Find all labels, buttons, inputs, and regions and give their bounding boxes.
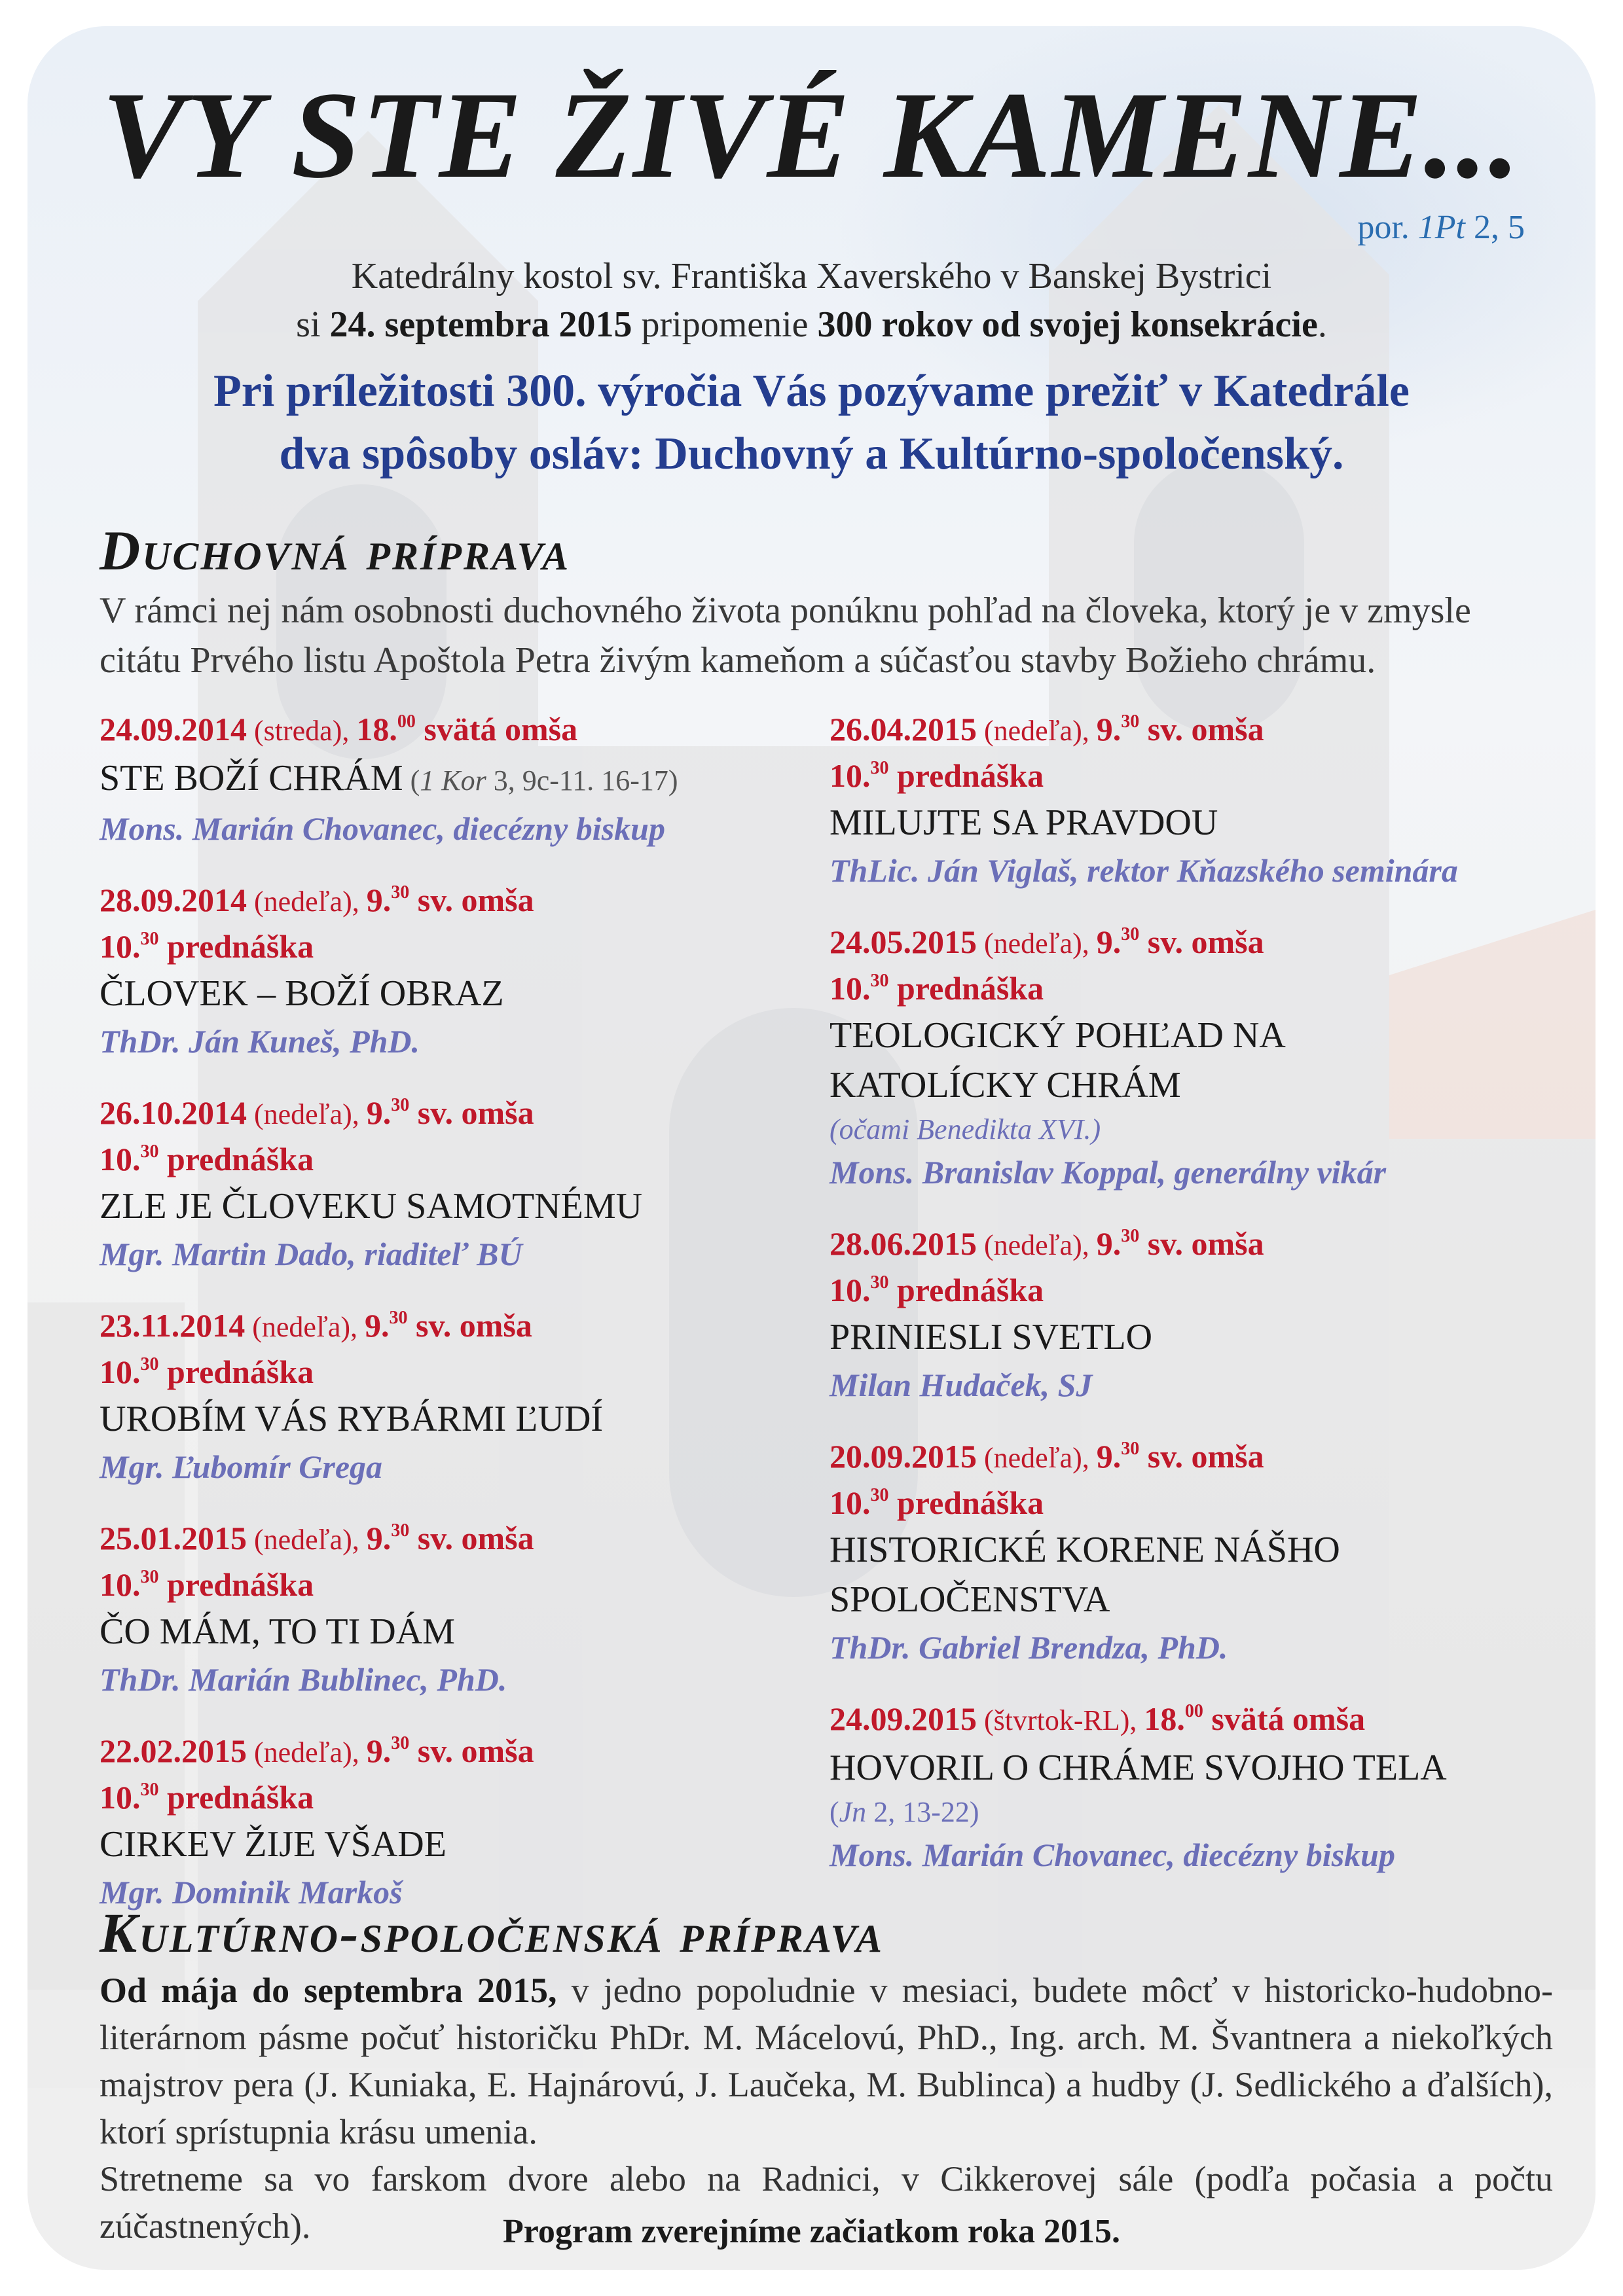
event-date: 26.04.2015: [830, 711, 977, 747]
event-mass: sv. omša: [409, 1520, 534, 1556]
event-day: (nedeľa),: [247, 886, 367, 918]
cultural-paragraph-2: Stretneme sa vo farskom dvore alebo na Radnici, v Cikkerovej sále (podľa počasia a počtu zúčastnených).: [100, 2159, 1553, 2246]
event-mass: sv. omša: [1139, 711, 1264, 747]
reference-book: 1Pt: [1417, 209, 1465, 246]
event-lecture-line: [830, 1268, 1576, 1312]
event-speaker: Mgr. Martin Dado, riaditeľ BÚ: [100, 1236, 522, 1272]
lecture-label: prednáška: [158, 1566, 314, 1603]
event-topic-line-2: KATOLÍCKY CHRÁM: [830, 1065, 1181, 1105]
intro-line-2: [27, 300, 1596, 349]
event-item: [100, 707, 833, 852]
event-item: [830, 1434, 1576, 1670]
event-mass: sv. omša: [1139, 924, 1264, 960]
event-day: (nedeľa),: [245, 1311, 365, 1343]
intro-anniversary: 300 rokov od svojej konsekrácie: [817, 304, 1318, 345]
lecture-time-minutes: 30: [140, 1567, 159, 1587]
event-time-minutes: 00: [1184, 1701, 1203, 1721]
event-time-minutes: 00: [397, 711, 416, 732]
invitation-line-2: dva spôsoby osláv: Duchovný a Kultúrno-spoločenský.: [279, 429, 1344, 479]
event-topic-line-2: SPOLOČENSTVA: [830, 1579, 1110, 1620]
reference-prefix: por.: [1357, 209, 1418, 246]
event-date-line: [100, 707, 833, 753]
event-day: (nedeľa),: [247, 1098, 367, 1130]
event-date: 28.09.2014: [100, 882, 247, 918]
event-item: [830, 1221, 1576, 1408]
event-topic: UROBÍM VÁS RYBÁRMI ĽUDÍ: [100, 1399, 604, 1439]
lecture-time-minutes: 30: [140, 1141, 159, 1162]
event-item: [830, 920, 1576, 1195]
event-lecture-line: [100, 1775, 833, 1820]
cultural-description: [100, 1967, 1553, 2250]
event-item: [100, 1303, 833, 1490]
event-speaker: ThDr. Gabriel Brendza, PhD.: [830, 1629, 1228, 1666]
lecture-time: 10.: [830, 1272, 871, 1308]
event-mass: svätá omša: [1203, 1700, 1366, 1737]
lecture-time-minutes: 30: [140, 929, 159, 949]
event-time: 9.: [1096, 1438, 1122, 1475]
event-speaker: ThDr. Marián Bublinec, PhD.: [100, 1661, 507, 1698]
event-date-line: [100, 1303, 833, 1350]
event-time-minutes: 30: [1121, 1439, 1140, 1459]
poster: [27, 26, 1596, 2270]
cultural-section-title: Kultúrno-spoločenská príprava: [100, 1901, 884, 1964]
event-topic: MILUJTE SA PRAVDOU: [830, 802, 1218, 843]
events-left-column: [100, 707, 833, 1941]
event-time: 9.: [366, 882, 392, 918]
event-date: 22.02.2015: [100, 1732, 247, 1769]
event-topic-line-1: TEOLOGICKÝ POHĽAD NA: [830, 1015, 1286, 1056]
event-time: 9.: [366, 1094, 392, 1131]
spiritual-desc-line-1: V rámci nej nám osobnosti duchovného života ponúknu pohľad na človeka, ktorý je v zmysle: [100, 590, 1471, 631]
scripture-book: Jn: [839, 1796, 867, 1828]
lecture-time: 10.: [830, 757, 871, 794]
intro-text-c: .: [1317, 304, 1327, 345]
event-lecture-line: [830, 966, 1576, 1011]
event-mass: sv. omša: [1139, 1225, 1264, 1262]
event-time-minutes: 30: [391, 882, 410, 903]
event-mass: sv. omša: [409, 1732, 534, 1769]
event-lecture-line: [100, 924, 833, 969]
event-topic: ZLE JE ČLOVEKU SAMOTNÉMU: [100, 1186, 643, 1227]
intro-date: 24. septembra 2015: [329, 304, 632, 345]
lecture-label: prednáška: [158, 928, 314, 965]
event-date: 23.11.2014: [100, 1307, 246, 1344]
lecture-label: prednáška: [888, 970, 1044, 1007]
event-time: 9.: [1096, 924, 1122, 960]
scripture-book: 1 Kor: [420, 764, 486, 797]
event-day: (nedeľa),: [977, 715, 1097, 747]
event-topic: ČO MÁM, TO TI DÁM: [100, 1611, 455, 1652]
event-mass: sv. omša: [409, 1094, 534, 1131]
reference-verse: 2, 5: [1465, 209, 1525, 246]
event-topic: [100, 753, 833, 806]
event-topic-line-1: HISTORICKÉ KORENE NÁŠHO: [830, 1530, 1340, 1570]
event-time: 9.: [365, 1307, 390, 1344]
closing-note: Program zverejníme začiatkom roka 2015.: [503, 2213, 1120, 2250]
event-topic: CIRKEV ŽIJE VŠADE: [100, 1824, 447, 1865]
event-mass: sv. omša: [407, 1307, 532, 1344]
event-mass: sv. omša: [409, 882, 534, 918]
event-date: 26.10.2014: [100, 1094, 247, 1131]
event-time: 9.: [366, 1520, 392, 1556]
event-day: (nedeľa),: [247, 1524, 367, 1556]
event-item: [100, 1516, 833, 1702]
event-time-minutes: 30: [1121, 1226, 1140, 1246]
lecture-label: prednáška: [158, 1141, 314, 1177]
invitation-line-1: Pri príležitosti 300. výročia Vás pozývame prežiť v Katedrále: [213, 366, 1410, 416]
scripture-reference: [1357, 208, 1525, 247]
event-speaker: Mgr. Dominik Markoš: [100, 1874, 403, 1910]
poster-title: VY STE ŽIVÉ KAMENE...: [101, 67, 1522, 204]
event-scripture: [403, 764, 678, 797]
event-speaker: Milan Hudaček, SJ: [830, 1367, 1093, 1403]
spiritual-section-title: Duchovná príprava: [100, 519, 571, 582]
event-speaker: Mons. Branislav Koppal, generálny vikár: [830, 1154, 1387, 1191]
event-scripture-note: [830, 1793, 1576, 1832]
event-time-minutes: 30: [1121, 924, 1140, 944]
event-time: 9.: [1096, 1225, 1122, 1262]
event-time-minutes: 30: [391, 1095, 410, 1115]
intro-line-1: Katedrálny kostol sv. Františka Xaverského v Banskej Bystrici: [351, 256, 1272, 296]
event-topic: HOVORIL O CHRÁME SVOJHO TELA: [830, 1748, 1447, 1788]
event-day: (štvrtok-RL),: [977, 1704, 1144, 1736]
cultural-lead: Od mája do septembra 2015,: [100, 1971, 557, 2010]
event-mass: svätá omša: [415, 711, 578, 747]
spiritual-desc-line-2: citátu Prvého listu Apoštola Petra živým kameňom a súčasťou stavby Božieho chrámu.: [100, 640, 1376, 681]
event-time: 9.: [366, 1732, 392, 1769]
event-item: [100, 1729, 833, 1915]
event-day: (nedeľa),: [977, 1229, 1097, 1261]
event-date-line: [100, 1516, 833, 1562]
event-date: 24.09.2015: [830, 1700, 977, 1737]
event-item: [830, 707, 1576, 893]
event-lecture-line: [100, 1350, 833, 1394]
lecture-time: 10.: [100, 1566, 141, 1603]
lecture-time: 10.: [830, 1484, 871, 1521]
invitation: [27, 360, 1596, 486]
event-topic: ČLOVEK – BOŽÍ OBRAZ: [100, 973, 504, 1014]
lecture-time-minutes: 30: [870, 758, 889, 778]
event-note: (očami Benedikta XVI.): [830, 1113, 1101, 1145]
scripture-open: (: [403, 764, 420, 797]
scripture-rest: 2, 13-22): [866, 1796, 979, 1828]
lecture-label: prednáška: [888, 757, 1044, 794]
spiritual-description: [100, 586, 1540, 685]
lecture-label: prednáška: [158, 1779, 314, 1816]
event-lecture-line: [830, 753, 1576, 798]
lecture-time: 10.: [100, 1354, 141, 1390]
lecture-label: prednáška: [158, 1354, 314, 1390]
event-date: 24.05.2015: [830, 924, 977, 960]
lecture-time-minutes: 30: [870, 971, 889, 991]
event-speaker: Mgr. Ľubomír Grega: [100, 1448, 383, 1485]
lecture-label: prednáška: [888, 1484, 1044, 1521]
cultural-para1-text: v jedno popoludnie v mesiaci, budete môcť v historicko-hudobno-literárnom pásme počuť historičku PhDr. M. Mácelovú, PhD., Ing. arch. M. Švantnera a niekoľkých majstrov pera (J. Kuniaka, E. Hajnárovú, J. Laučeka, M. Bublinca) a hudby (J. Sedlického a ďalších), ktorí sprístupnia krásu umenia.: [100, 1971, 1553, 2151]
event-item: [830, 1696, 1576, 1878]
intro-text-b: pripomenie: [632, 304, 818, 345]
event-lecture-line: [100, 1137, 833, 1181]
lecture-time-minutes: 30: [870, 1272, 889, 1293]
content: [27, 26, 1596, 2270]
lecture-label: prednáška: [888, 1272, 1044, 1308]
event-day: (streda),: [247, 715, 357, 747]
event-date-line: [830, 1434, 1576, 1480]
event-item: [100, 878, 833, 1064]
event-time-minutes: 30: [1121, 711, 1140, 732]
lecture-time-minutes: 30: [140, 1780, 159, 1800]
scripture-rest: 3, 9c-11. 16-17): [486, 764, 678, 797]
lecture-time: 10.: [100, 1779, 141, 1816]
event-date-line: [830, 1221, 1576, 1268]
event-date-line: [100, 878, 833, 924]
event-date-line: [830, 1696, 1576, 1743]
event-time-minutes: 30: [391, 1520, 410, 1541]
event-item: [100, 1090, 833, 1277]
lecture-time: 10.: [100, 1141, 141, 1177]
scripture-open: (: [830, 1796, 839, 1828]
event-topic-text: STE BOŽÍ CHRÁM: [100, 758, 403, 798]
event-topic: PRINIESLI SVETLO: [830, 1317, 1153, 1357]
event-date-line: [830, 920, 1576, 966]
intro-text: [27, 252, 1596, 349]
event-mass: sv. omša: [1139, 1438, 1264, 1475]
event-time: 9.: [1096, 711, 1122, 747]
intro-text-a: si: [296, 304, 330, 345]
event-date: 28.06.2015: [830, 1225, 977, 1262]
event-day: (nedeľa),: [247, 1736, 367, 1768]
event-day: (nedeľa),: [977, 1442, 1097, 1474]
event-date: 20.09.2015: [830, 1438, 977, 1475]
event-speaker: Mons. Marián Chovanec, diecézny biskup: [100, 810, 665, 847]
event-time-minutes: 30: [389, 1308, 408, 1328]
event-time-minutes: 30: [391, 1733, 410, 1753]
lecture-time-minutes: 30: [140, 1354, 159, 1374]
event-date-line: [830, 707, 1576, 753]
events-right-column: [830, 707, 1576, 1904]
lecture-time-minutes: 30: [870, 1485, 889, 1505]
event-lecture-line: [830, 1480, 1576, 1525]
event-time: 18.: [1144, 1700, 1185, 1737]
event-speaker: Mons. Marián Chovanec, diecézny biskup: [830, 1837, 1395, 1873]
event-date-line: [100, 1729, 833, 1775]
event-date-line: [100, 1090, 833, 1137]
event-day: (nedeľa),: [977, 927, 1097, 960]
lecture-time: 10.: [830, 970, 871, 1007]
event-speaker: ThLic. Ján Viglaš, rektor Kňazského seminára: [830, 852, 1458, 889]
event-speaker: ThDr. Ján Kuneš, PhD.: [100, 1023, 420, 1060]
event-time: 18.: [356, 711, 397, 747]
event-lecture-line: [100, 1562, 833, 1607]
event-date: 25.01.2015: [100, 1520, 247, 1556]
lecture-time: 10.: [100, 928, 141, 965]
cultural-paragraph-1: [100, 1967, 1553, 2155]
event-date: 24.09.2014: [100, 711, 247, 747]
